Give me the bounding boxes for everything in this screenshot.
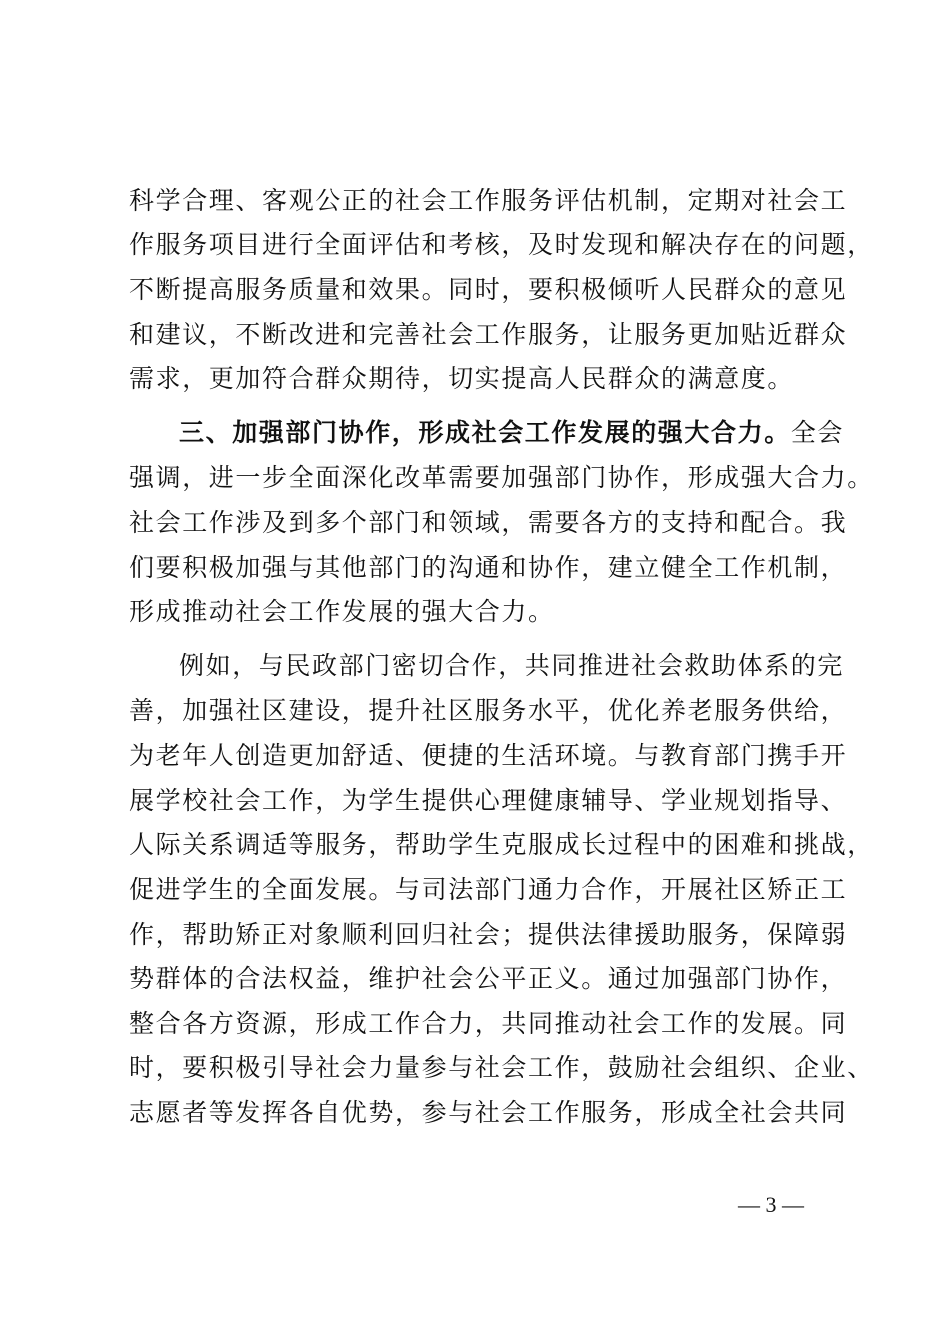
page-number: — 3 — bbox=[738, 1192, 804, 1217]
text-line: 势群体的合法权益，维护社会公平正义。通过加强部门协作， bbox=[129, 964, 848, 993]
text-line: 促进学生的全面发展。与司法部门通力合作，开展社区矫正工 bbox=[129, 875, 848, 904]
text-line: 志愿者等发挥各自优势，参与社会工作服务，形成全社会共同 bbox=[129, 1098, 848, 1127]
text-line: 展学校社会工作，为学生提供心理健康辅导、学业规划指导、 bbox=[129, 786, 848, 815]
text-line: 时，要积极引导社会力量参与社会工作，鼓励社会组织、企业、 bbox=[129, 1053, 874, 1082]
text-line: 作服务项目进行全面评估和考核，及时发现和解决存在的问题， bbox=[129, 230, 874, 259]
text-line: 和建议，不断改进和完善社会工作服务，让服务更加贴近群众 bbox=[129, 320, 848, 349]
section-heading: 三、加强部门协作，形成社会工作发展的强大合力。 bbox=[179, 418, 791, 447]
text-line: 不断提高服务质量和效果。同时，要积极倾听人民群众的意见 bbox=[129, 275, 848, 304]
text-line: 例如，与民政部门密切合作，共同推进社会救助体系的完 bbox=[179, 651, 845, 680]
text-line: 作，帮助矫正对象顺利回归社会；提供法律援助服务，保障弱 bbox=[129, 920, 848, 949]
text-line: 形成推动社会工作发展的强大合力。 bbox=[129, 597, 555, 626]
text-line: 为老年人创造更加舒适、便捷的生活环境。与教育部门携手开 bbox=[129, 741, 848, 770]
text-line: 人际关系调适等服务，帮助学生克服成长过程中的困难和挑战， bbox=[129, 830, 874, 859]
section-heading-line bbox=[179, 418, 844, 448]
text-line: 强调，进一步全面深化改革需要加强部门协作，形成强大合力。 bbox=[129, 463, 874, 492]
heading-tail-text: 全会 bbox=[790, 418, 845, 447]
text-line: 社会工作涉及到多个部门和领域，需要各方的支持和配合。我 bbox=[129, 508, 848, 537]
text-line: 们要积极加强与其他部门的沟通和协作，建立健全工作机制， bbox=[129, 553, 848, 582]
text-line: 需求，更加符合群众期待，切实提高人民群众的满意度。 bbox=[129, 364, 795, 393]
text-line: 整合各方资源，形成工作合力，共同推动社会工作的发展。同 bbox=[129, 1009, 848, 1038]
text-line: 善，加强社区建设，提升社区服务水平，优化养老服务供给， bbox=[129, 696, 848, 725]
text-line: 科学合理、客观公正的社会工作服务评估机制，定期对社会工 bbox=[129, 186, 848, 215]
